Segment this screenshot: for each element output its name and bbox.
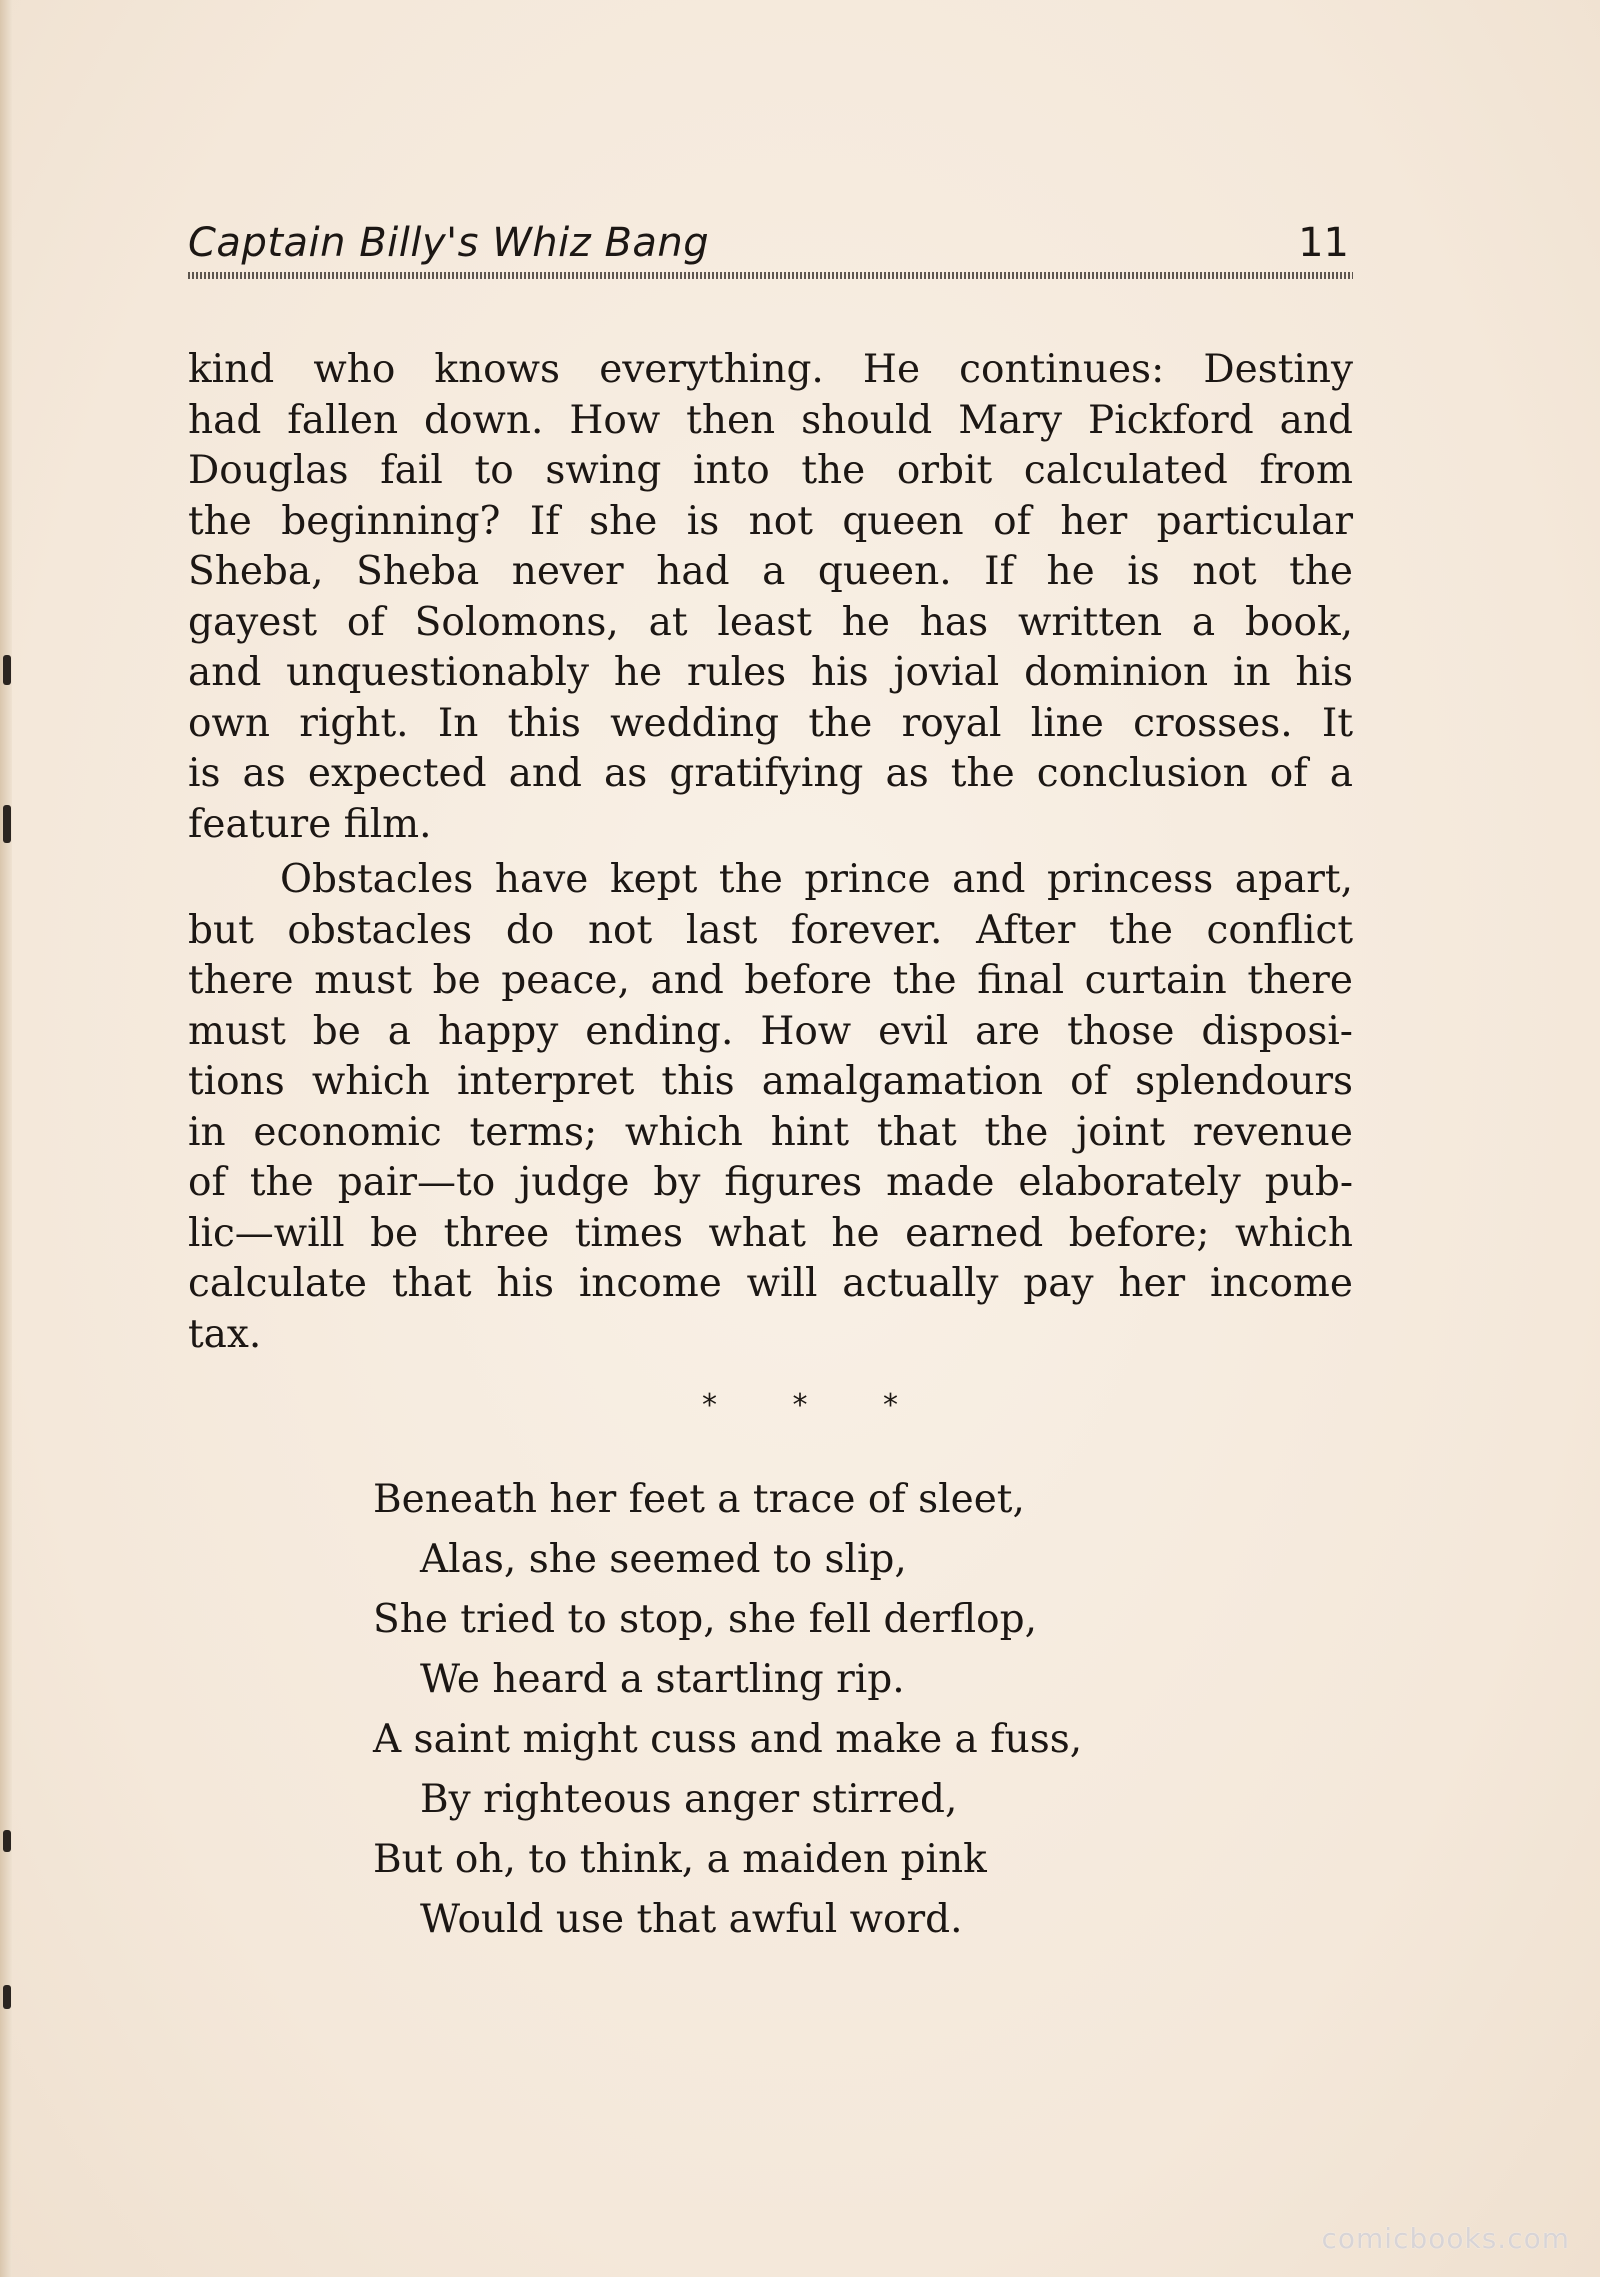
poem (373, 1470, 1082, 1950)
article-body (188, 345, 1353, 1360)
poem-line: Beneath her feet a trace of sleet, (373, 1477, 1025, 1522)
page-number: 11 (1298, 220, 1349, 266)
text-line: there must be peace, and before the final curtain there (188, 958, 1353, 1003)
text-line: in economic terms; which hint that the joint revenue (188, 1109, 1353, 1155)
text-line: Obstacles have kept the prince and princess apart, (280, 857, 1353, 902)
running-header (188, 218, 1353, 280)
text-line: but obstacles do not last forever. After the conflict (188, 907, 1353, 953)
poem-line: She tried to stop, she fell derflop, (373, 1597, 1038, 1642)
text-line: lic—will be three times what he earned before; which (188, 1210, 1353, 1256)
text-line: had fallen down. How then should Mary Pickford and (188, 397, 1353, 443)
text-line: tax. (188, 1311, 262, 1357)
watermark: comicbooks.com (1321, 2222, 1570, 2255)
header-rule (188, 272, 1353, 279)
text-line: the beginning? If she is not queen of her particular (188, 498, 1353, 544)
text-line: own right. In this wedding the royal line crosses. It (188, 700, 1353, 746)
text-line: of the pair—to judge by figures made elaborately pub- (188, 1160, 1353, 1205)
separator-star: * (701, 1388, 717, 1423)
binding-mark (3, 1985, 11, 2009)
section-separator (0, 1388, 1600, 1423)
separator-star: * (792, 1388, 808, 1423)
poem-line: But oh, to think, a maiden pink (373, 1837, 987, 1882)
text-line: and unquestionably he rules his jovial dominion in his (188, 650, 1353, 695)
text-line: calculate that his income will actually pay her income (188, 1261, 1353, 1306)
text-line: Sheba, Sheba never had a queen. If he is not the (188, 549, 1353, 594)
binding-mark (3, 1830, 11, 1852)
text-line: gayest of Solomons, at least he has written a book, (188, 599, 1353, 645)
poem-line: Alas, she seemed to slip, (420, 1537, 907, 1582)
text-line: tions which interpret this amalgamation of splendours (188, 1059, 1353, 1104)
text-line: feature film. (188, 801, 432, 847)
text-line: kind who knows everything. He continues: Destiny (188, 347, 1353, 392)
poem-line: Would use that awful word. (420, 1897, 963, 1942)
binding-mark (3, 805, 11, 843)
binding-mark (3, 655, 11, 685)
page-binding-edge (0, 0, 12, 2277)
text-line: must be a happy ending. How evil are those disposi- (188, 1008, 1353, 1054)
poem-line: A saint might cuss and make a fuss, (373, 1717, 1083, 1762)
text-line: Douglas fail to swing into the orbit calculated from (188, 448, 1353, 493)
separator-star: * (883, 1388, 899, 1423)
poem-line: We heard a startling rip. (420, 1657, 905, 1702)
text-line: is as expected and as gratifying as the conclusion of a (188, 751, 1353, 796)
magazine-title: Captain Billy's Whiz Bang (188, 220, 710, 266)
poem-line: By righteous anger stirred, (420, 1777, 958, 1822)
